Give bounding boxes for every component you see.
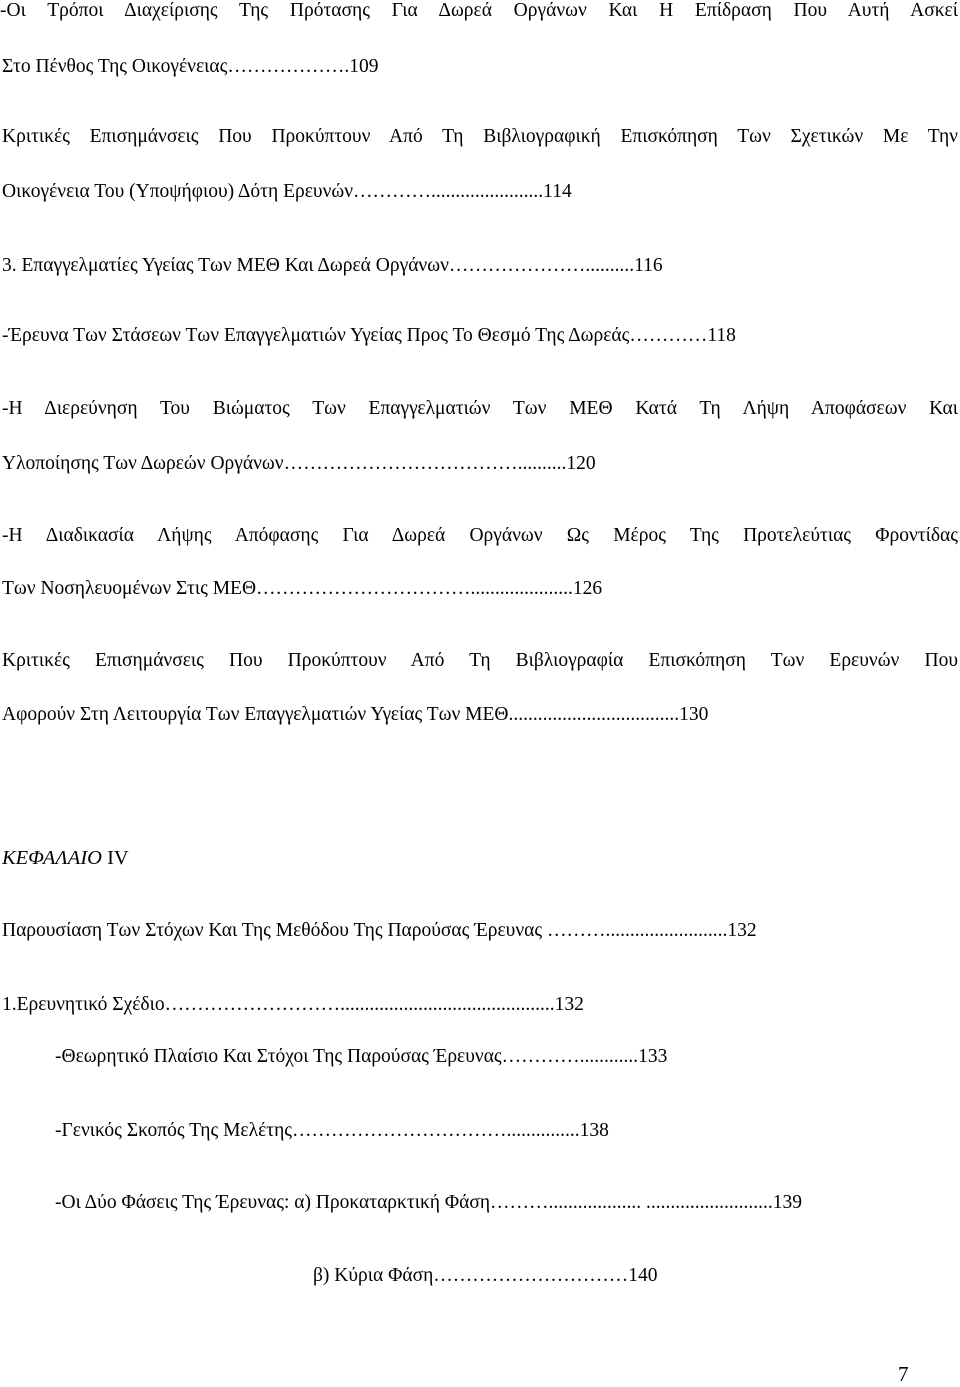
toc-entry-line: -Θεωρητικό Πλαίσιο Και Στόχοι Της Παρούσας Έρευνας…………............133 [55, 1046, 668, 1067]
toc-entry-line: 1.Ερευνητικό Σχέδιο………………………............................................132 [2, 994, 584, 1015]
toc-entry-line: -Έρευνα Των Στάσεων Των Επαγγελματιών Υγείας Προς Το Θεσμό Της Δωρεάς…………118 [2, 325, 736, 346]
page-number: 7 [898, 1362, 909, 1386]
toc-entry-line: Κριτικές Επισημάνσεις Που Προκύπτουν Από Τη Βιβλιογραφική Επισκόπηση Των Σχετικών Με Την [2, 126, 958, 147]
toc-entry-line: 3. Επαγγελματίες Υγείας Των ΜΕΘ Και Δωρεά Οργάνων…………………..........116 [2, 255, 663, 276]
toc-entry-line: Υλοποίησης Των Δωρεών Οργάνων………………………………..........120 [2, 453, 596, 474]
toc-entry-line: Οικογένεια Του (Υποψήφιου) Δότη Ερευνών………….......................114 [2, 181, 572, 202]
toc-entry-line: Παρουσίαση Των Στόχων Και Της Μεθόδου Της Παρούσας Έρευνας ……….........................132 [2, 920, 757, 941]
chapter-label: ΚΕΦΑΛΑΙΟ [2, 847, 102, 869]
toc-entry-line: -Η Διαδικασία Λήψης Απόφασης Για Δωρεά Οργάνων Ως Μέρος Της Προτελεύτιας Φροντίδας [2, 525, 958, 546]
chapter-number: IV [107, 847, 129, 869]
toc-entry-line: -Οι Δύο Φάσεις Της Έρευνας: α) Προκαταρκτική Φάση………................... ..........................139 [55, 1192, 803, 1213]
toc-entry-line: Στο Πένθος Της Οικογένειας……………….109 [2, 56, 379, 77]
toc-entry-line: -Η Διερεύνηση Του Βιώματος Των Επαγγελματιών Των ΜΕΘ Κατά Τη Λήψη Αποφάσεων Και [2, 398, 958, 419]
toc-entry-line: β) Κύρια Φάση…………………………140 [313, 1265, 658, 1286]
toc-entry-line: Κριτικές Επισημάνσεις Που Προκύπτουν Από Τη Βιβλιογραφία Επισκόπηση Των Ερευνών Που [2, 650, 958, 671]
toc-entry-line: Αφορούν Στη Λειτουργία Των Επαγγελματιών Υγείας Των ΜΕΘ...................................130 [2, 704, 709, 725]
toc-entry-line: Των Νοσηλευομένων Στις ΜΕΘ…………………………….....................126 [2, 578, 603, 599]
chapter-heading [2, 846, 129, 870]
toc-entry-line: -Γενικός Σκοπός Της Μελέτης……………………………...............138 [55, 1120, 609, 1141]
toc-entry-line: -Οι Τρόποι Διαχείρισης Της Πρότασης Για Δωρεά Οργάνων Και Η Επίδραση Που Αυτή Ασκεί [0, 0, 958, 21]
